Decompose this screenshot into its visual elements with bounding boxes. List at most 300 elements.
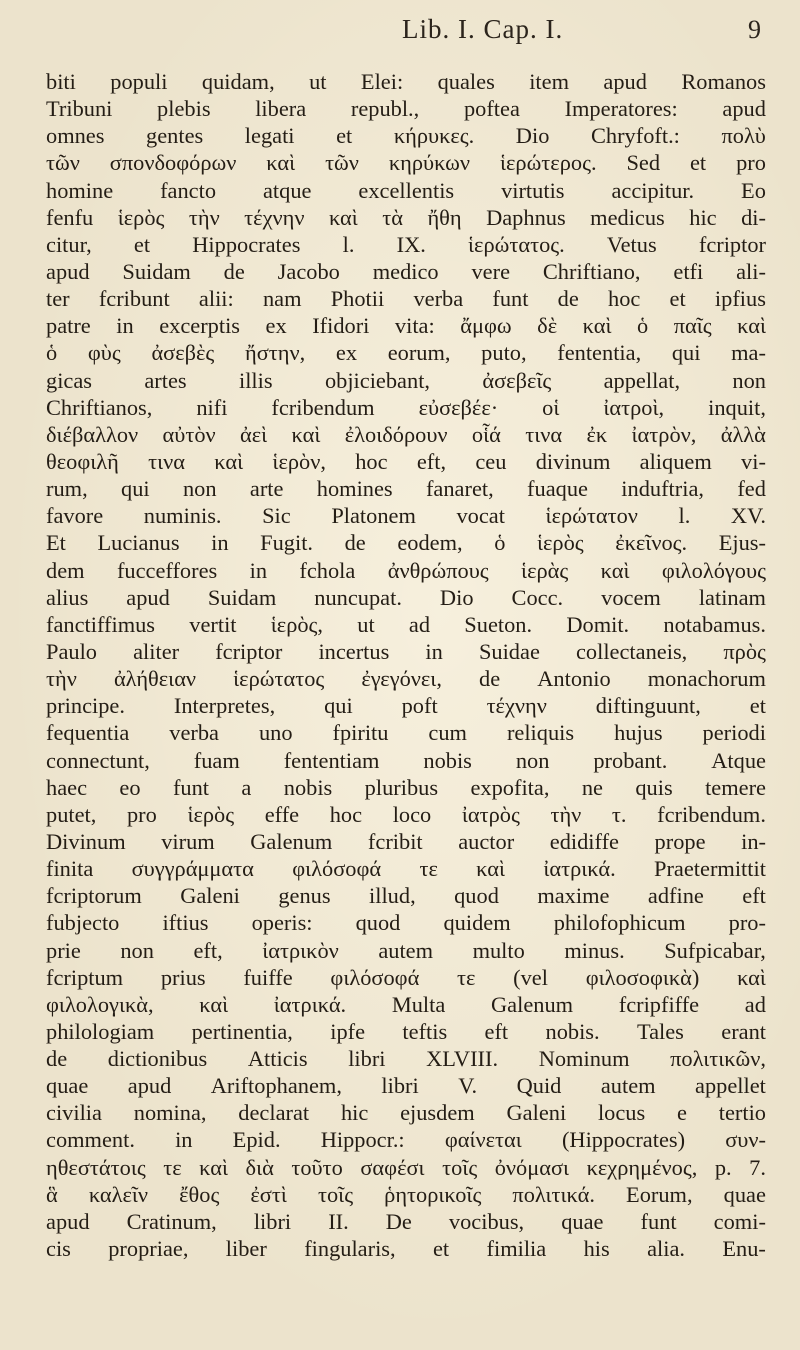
word: Suidam	[207, 584, 277, 610]
word: πολιτικά.	[512, 1181, 595, 1207]
word: principe.	[46, 693, 125, 719]
word: (vel	[513, 964, 548, 990]
word: ἐστὶ	[250, 1181, 287, 1207]
word: virum	[161, 828, 215, 854]
word: Tribuni	[46, 96, 113, 122]
word: πολὺ	[721, 123, 766, 149]
word: Galeni	[180, 883, 240, 909]
word: fed	[737, 476, 766, 502]
word: illud,	[369, 883, 416, 909]
word: Galeni	[506, 1100, 567, 1126]
word: quae	[46, 1073, 89, 1099]
word: ὁ	[46, 340, 58, 366]
text-line	[46, 747, 766, 774]
text-line	[46, 312, 766, 339]
word: nobis.	[545, 1018, 600, 1044]
word: Paulo	[46, 638, 98, 664]
text-line	[46, 584, 766, 611]
word: declarat	[238, 1100, 310, 1126]
word: divinum	[535, 448, 611, 474]
word: pertinentia,	[191, 1018, 293, 1044]
word: Sufpicabar,	[664, 937, 766, 963]
word: Praetermittit	[654, 856, 766, 882]
word: Epid.	[232, 1127, 281, 1153]
word: in	[249, 557, 268, 583]
word: Interpretes,	[173, 693, 276, 719]
word: καὶ	[291, 421, 321, 447]
word: ἐκεῖνος.	[615, 530, 688, 556]
word: e	[677, 1100, 687, 1126]
text-line	[46, 1072, 766, 1099]
word: IX.	[396, 231, 426, 257]
word: et	[336, 123, 353, 149]
word: dictionibus	[107, 1046, 208, 1072]
word: ἱερώτατος	[233, 666, 325, 692]
word: eft	[742, 883, 766, 909]
word: τοῦτο	[291, 1154, 343, 1180]
text-line	[46, 258, 766, 285]
word: Eorum,	[626, 1181, 693, 1207]
word: τε	[457, 964, 476, 990]
word: Hippocr.:	[320, 1127, 405, 1153]
word: V.	[458, 1073, 478, 1099]
word: Ifidori	[312, 313, 370, 339]
word: vere	[471, 258, 511, 284]
word: φιλόσοφά	[330, 964, 420, 990]
word: apud	[603, 69, 647, 94]
word: Suidae	[478, 638, 540, 664]
word: τέχνην	[486, 693, 547, 719]
word: auctor	[458, 828, 515, 854]
text-line	[46, 1126, 766, 1153]
word: 7.	[749, 1154, 766, 1180]
word: libri	[348, 1046, 386, 1072]
word: fententia,	[557, 340, 642, 366]
word: propriae,	[108, 1236, 189, 1262]
word: ἰατρικὸν	[262, 937, 339, 963]
word: hic	[689, 204, 717, 230]
word: eorum,	[387, 340, 451, 366]
word: φὺς	[87, 340, 121, 366]
text-line	[46, 828, 766, 855]
word: poftea	[463, 96, 520, 122]
word: quae	[723, 1181, 766, 1207]
word: ex	[335, 340, 358, 366]
word: τινα	[525, 421, 563, 447]
word: τὰ	[382, 204, 403, 230]
word: τὴν	[46, 666, 77, 692]
word: κήρυκες.	[393, 123, 475, 149]
word: atque	[262, 177, 312, 203]
word: apud	[46, 258, 90, 284]
word: appellat,	[603, 367, 681, 393]
word: ipfe	[330, 1018, 366, 1044]
word: ἄμφω	[460, 313, 512, 339]
word: autem	[378, 937, 434, 963]
word: σαφέσι	[360, 1154, 425, 1180]
word: funt	[492, 286, 529, 312]
word: ἰατρὸς	[461, 801, 520, 827]
text-line	[46, 692, 766, 719]
word: nobis	[423, 747, 472, 773]
word: fimilia	[486, 1236, 547, 1262]
word: καὶ	[582, 313, 612, 339]
word: alius	[46, 584, 89, 610]
word: fubjecto	[46, 910, 120, 936]
text-line	[46, 611, 766, 638]
word: ceu	[475, 448, 507, 474]
word: ἱερὰς	[521, 557, 569, 583]
word: prope	[654, 828, 706, 854]
word: fequentia	[46, 720, 130, 746]
word: quod	[454, 883, 499, 909]
word: rum,	[46, 476, 88, 502]
text-line	[46, 339, 766, 366]
word: fuiffe	[243, 964, 293, 990]
word: apud	[126, 584, 170, 610]
running-head	[46, 14, 766, 58]
word: apud	[46, 1208, 90, 1234]
text-line	[46, 1181, 766, 1208]
word: periodi	[702, 720, 766, 746]
word: ἰατροὶ,	[603, 394, 665, 420]
word: philofophicum	[553, 910, 686, 936]
word: II.	[328, 1208, 349, 1234]
word: ἱερὸς	[117, 204, 165, 230]
text-line	[46, 638, 766, 665]
word: collectaneis,	[575, 638, 688, 664]
word: non	[120, 937, 154, 963]
word: connectunt,	[46, 747, 150, 773]
word: θεοφιλῆ	[46, 448, 119, 474]
word: fancto	[160, 177, 217, 203]
word: finita	[46, 856, 94, 882]
word: erant	[721, 1018, 766, 1044]
word: Romanos	[681, 69, 766, 94]
word: fuam	[193, 747, 240, 773]
word: τ.	[611, 801, 627, 827]
word: Ejus-	[718, 530, 766, 556]
word: τοῖς	[442, 1154, 478, 1180]
word: Quid	[516, 1073, 562, 1099]
word: Divinum	[46, 828, 126, 854]
word: expofita,	[470, 774, 550, 800]
word: πολιτικῶν,	[670, 1046, 766, 1072]
text-line	[46, 855, 766, 882]
word: ὁ	[636, 313, 649, 339]
word: (Hippocrates)	[561, 1127, 686, 1153]
word: locus	[597, 1100, 646, 1126]
text-line	[46, 231, 766, 258]
text-line	[46, 1154, 766, 1181]
text-line	[46, 122, 766, 149]
word: probant.	[593, 747, 668, 773]
word: φιλόσοφά	[292, 856, 382, 882]
word: ter	[46, 286, 70, 312]
word: multo	[472, 937, 525, 963]
word: favore	[46, 503, 104, 529]
word: vi-	[741, 448, 766, 474]
word: Lucianus	[97, 530, 180, 556]
word: funt	[172, 774, 210, 800]
text-line	[46, 882, 766, 909]
word: autem	[600, 1073, 656, 1099]
word: in-	[741, 828, 766, 854]
word: ἰατρικά.	[273, 991, 347, 1017]
word: quales	[437, 69, 495, 94]
word: καὶ	[328, 204, 358, 230]
word: aliter	[133, 638, 180, 664]
word: de	[479, 666, 501, 692]
word: φιλολογικὰ,	[46, 991, 154, 1017]
word: quidem	[443, 910, 511, 936]
word: ἃ	[46, 1181, 58, 1207]
word: καὶ	[266, 150, 296, 176]
word: patre	[46, 313, 91, 339]
word: pro	[736, 150, 766, 176]
word: ἱερώτατος.	[468, 231, 565, 257]
text-line	[46, 95, 766, 122]
word: et	[749, 693, 766, 719]
word: quidam,	[201, 69, 275, 94]
word: in	[175, 1127, 193, 1153]
word: ad	[744, 991, 766, 1017]
word: Daphnus	[486, 204, 566, 230]
word: hic	[340, 1100, 369, 1126]
word: etfi	[673, 258, 704, 284]
word: τε	[163, 1154, 182, 1180]
word: διέβαλλον	[46, 421, 139, 447]
word: comi-	[713, 1208, 766, 1234]
word: incertus	[318, 638, 390, 664]
word: artes	[144, 367, 187, 393]
word: induftria,	[621, 476, 704, 502]
word: Atque	[711, 747, 766, 773]
word: τοῖς	[317, 1181, 354, 1207]
text-line	[46, 1235, 766, 1262]
word: quod	[355, 910, 401, 936]
word: fcriptum	[46, 964, 124, 990]
word: Imperatores:	[564, 96, 678, 122]
word: ejusdem	[400, 1100, 475, 1126]
word: τῶν	[325, 150, 359, 176]
word: ali-	[736, 258, 766, 284]
word: a	[241, 774, 252, 800]
word: verba	[169, 720, 219, 746]
word: nam	[262, 286, 302, 312]
word: XLVIII.	[426, 1046, 499, 1072]
word: illis	[238, 367, 273, 393]
word: et	[689, 150, 707, 176]
word: cis	[46, 1236, 71, 1262]
word: καὶ	[199, 991, 229, 1017]
word: Galenum	[250, 828, 333, 854]
word: ἐκ	[586, 421, 608, 447]
text-line	[46, 1208, 766, 1235]
word: apud	[127, 1073, 172, 1099]
text-line	[46, 909, 766, 936]
text-line	[46, 502, 766, 529]
word: Vetus	[606, 231, 657, 257]
word: κεχρημένος,	[586, 1154, 698, 1180]
word: eft,	[416, 448, 447, 474]
word: τε	[419, 856, 438, 882]
word: eodem,	[397, 530, 463, 556]
word: hoc	[355, 448, 388, 474]
word: καὶ	[600, 557, 630, 583]
word: vocat	[456, 503, 505, 529]
word: pro	[126, 801, 157, 827]
word: aliquem	[639, 448, 712, 474]
word: ad	[408, 611, 431, 637]
word: ἱερὸς,	[270, 611, 324, 637]
word: καὶ	[737, 964, 766, 990]
word: ut	[309, 69, 327, 94]
word: fanctiffimus	[46, 611, 156, 637]
text-line	[46, 149, 766, 176]
word: medico	[372, 258, 439, 284]
word: καὶ	[737, 313, 766, 339]
word: Tales	[636, 1018, 684, 1044]
text-line	[46, 964, 766, 991]
body-text	[46, 68, 766, 1262]
text-line	[46, 719, 766, 746]
text-line	[46, 801, 766, 828]
word: τῶν	[46, 150, 80, 176]
word: in	[116, 313, 134, 339]
word: Dio	[515, 123, 550, 149]
word: τὴν	[188, 204, 220, 230]
word: temere	[705, 774, 766, 800]
word: homine	[46, 177, 114, 203]
word: διὰ	[245, 1154, 274, 1180]
word: accipitur.	[611, 177, 695, 203]
word: non	[182, 476, 217, 502]
word: ηθεστάτοις	[46, 1154, 146, 1180]
word: Suidam	[122, 258, 191, 284]
word: nobis	[283, 774, 333, 800]
text-line	[46, 177, 766, 204]
word: Chryfoft.:	[590, 123, 680, 149]
text-line	[46, 1099, 766, 1126]
word: Galenum	[490, 991, 574, 1017]
word: Hippocrates	[192, 231, 301, 257]
word: ne	[581, 774, 603, 800]
word: pluribus	[364, 774, 439, 800]
word: non	[732, 367, 766, 393]
word: iftius	[162, 910, 209, 936]
word: alii:	[198, 286, 234, 312]
word: Multa	[391, 991, 446, 1017]
word: οἷά	[471, 421, 501, 447]
text-line	[46, 774, 766, 801]
word: ἔθος	[179, 1181, 220, 1207]
word: libera	[255, 96, 307, 122]
word: fanaret,	[425, 476, 494, 502]
word: homines	[316, 476, 393, 502]
word: ῥητορικοῖς	[384, 1181, 482, 1207]
word: tertio	[718, 1100, 766, 1126]
word: de	[557, 286, 579, 312]
word: operis:	[251, 910, 313, 936]
word: teftis	[402, 1018, 448, 1044]
word: genus	[278, 883, 331, 909]
word: ἰατρικά.	[543, 856, 616, 882]
word: virtutis	[501, 177, 565, 203]
word: hoc	[608, 286, 641, 312]
word: ἐγεγόνει,	[361, 666, 442, 692]
text-line	[46, 394, 766, 421]
word: Elei:	[360, 69, 404, 94]
word: Ariftophanem,	[210, 1073, 342, 1099]
word: ἀλήθειαν	[113, 666, 197, 692]
word: prius	[160, 964, 206, 990]
word: qui	[671, 340, 701, 366]
text-line	[46, 475, 766, 502]
text-line	[46, 529, 766, 556]
word: de	[223, 258, 245, 284]
word: De	[385, 1208, 412, 1234]
word: Chriftiano,	[542, 258, 641, 284]
text-line	[46, 448, 766, 475]
word: φιλολόγους	[661, 557, 766, 583]
word: Photii	[330, 286, 385, 312]
word: εὐσεβέε·	[418, 394, 499, 420]
word: reliquis	[506, 720, 575, 746]
word: non	[515, 747, 550, 773]
word: eft,	[193, 937, 223, 963]
word: objiciebant,	[324, 367, 431, 393]
word: καὶ	[476, 856, 506, 882]
word: philologiam	[46, 1018, 155, 1044]
word: eo	[119, 774, 141, 800]
word: Cocc.	[511, 584, 564, 610]
word: citur,	[46, 231, 92, 257]
word: inquit,	[708, 394, 766, 420]
word: καὶ	[199, 1154, 229, 1180]
word: Nominum	[538, 1046, 630, 1072]
word: τινα	[148, 448, 186, 474]
word: p.	[714, 1154, 732, 1180]
running-head-title: Lib. I. Cap. I.	[402, 14, 564, 44]
word: Platonem	[331, 503, 416, 529]
word: fcriptor	[215, 638, 283, 664]
word: et	[669, 286, 686, 312]
word: gicas	[46, 367, 93, 393]
word: ipfius	[714, 286, 766, 312]
word: quis	[635, 774, 673, 800]
word: Dio	[439, 584, 474, 610]
word: Fugit.	[260, 530, 314, 556]
word: hujus	[614, 720, 663, 746]
word: cum	[428, 720, 467, 746]
word: Enu-	[722, 1236, 766, 1262]
word: legati	[244, 123, 295, 149]
word: uno	[258, 720, 293, 746]
word: qui	[324, 693, 353, 719]
word: ἀλλὰ	[720, 421, 766, 447]
word: appellet	[695, 1073, 766, 1099]
word: ὁ	[494, 530, 506, 556]
word: libri	[381, 1073, 419, 1099]
word: fcribunt	[98, 286, 170, 312]
text-line	[46, 285, 766, 312]
word: minus.	[564, 937, 625, 963]
word: putet,	[46, 801, 97, 827]
word: diftinguunt,	[595, 693, 701, 719]
word: ἱερὸς	[536, 530, 584, 556]
word: οἱ	[542, 394, 560, 420]
